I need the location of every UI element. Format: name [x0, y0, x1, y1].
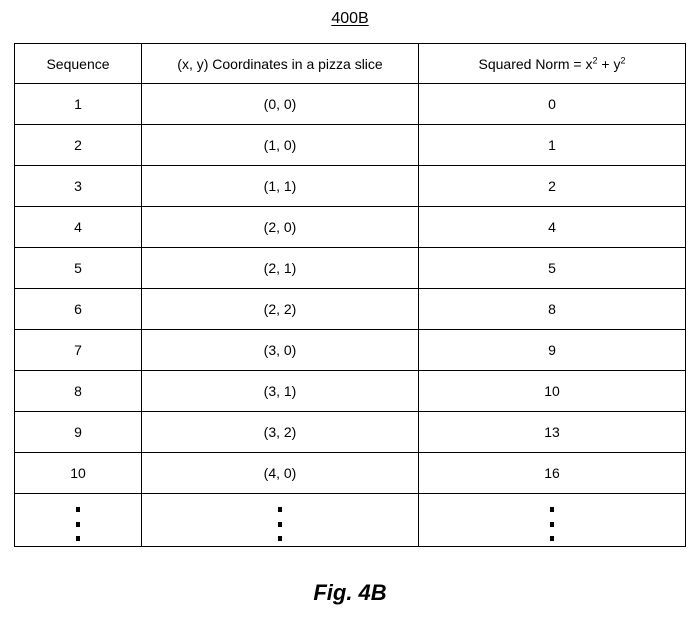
vertical-ellipsis-icon [550, 507, 554, 541]
table-row [15, 330, 686, 371]
cell-sequence: 6 [15, 289, 142, 330]
cell-coordinates: (2, 1) [142, 248, 419, 289]
cell-sequence: 5 [15, 248, 142, 289]
cell-norm: 13 [419, 412, 686, 453]
table-row [15, 84, 686, 125]
cell-norm: 5 [419, 248, 686, 289]
table-row [15, 371, 686, 412]
cell-coordinates: (1, 0) [142, 125, 419, 166]
cell-coordinates: (2, 0) [142, 207, 419, 248]
cell-coordinates: (2, 2) [142, 289, 419, 330]
cell-norm: 16 [419, 453, 686, 494]
cell-coordinates: (3, 0) [142, 330, 419, 371]
header-squared-norm [419, 44, 686, 84]
cell-norm: 0 [419, 84, 686, 125]
continuation-cell [419, 494, 686, 547]
cell-coordinates: (1, 1) [142, 166, 419, 207]
cell-sequence: 4 [15, 207, 142, 248]
cell-norm: 10 [419, 371, 686, 412]
cell-coordinates: (3, 1) [142, 371, 419, 412]
table-row [15, 125, 686, 166]
cell-norm: 9 [419, 330, 686, 371]
cell-norm: 2 [419, 166, 686, 207]
cell-norm: 4 [419, 207, 686, 248]
continuation-row [15, 494, 686, 547]
figure-caption: Fig. 4B [313, 580, 387, 605]
vertical-ellipsis-icon [278, 507, 282, 541]
cell-coordinates: (3, 2) [142, 412, 419, 453]
cell-sequence: 10 [15, 453, 142, 494]
header-norm-exponent-y: 2 [620, 54, 626, 65]
header-sequence: Sequence [15, 44, 142, 84]
cell-norm: 8 [419, 289, 686, 330]
cell-sequence: 9 [15, 412, 142, 453]
cell-sequence: 7 [15, 330, 142, 371]
cell-norm: 1 [419, 125, 686, 166]
cell-sequence: 3 [15, 166, 142, 207]
header-norm-mid: + y [597, 55, 621, 72]
cell-sequence: 1 [15, 84, 142, 125]
continuation-cell [142, 494, 419, 547]
vertical-ellipsis-icon [76, 507, 80, 541]
header-coordinates: (x, y) Coordinates in a pizza slice [142, 44, 419, 84]
header-norm-prefix: Squared Norm = x [478, 55, 593, 72]
table-row [15, 207, 686, 248]
table-header-row [15, 44, 686, 84]
figure-reference-label: 400B [331, 10, 369, 27]
table-row [15, 412, 686, 453]
header-norm-exponent-x: 2 [592, 54, 598, 65]
squared-norm-table [14, 43, 686, 547]
table-row [15, 166, 686, 207]
cell-sequence: 8 [15, 371, 142, 412]
table-row [15, 453, 686, 494]
cell-coordinates: (0, 0) [142, 84, 419, 125]
cell-sequence: 2 [15, 125, 142, 166]
continuation-cell [15, 494, 142, 547]
table-row [15, 248, 686, 289]
cell-coordinates: (4, 0) [142, 453, 419, 494]
table-row [15, 289, 686, 330]
